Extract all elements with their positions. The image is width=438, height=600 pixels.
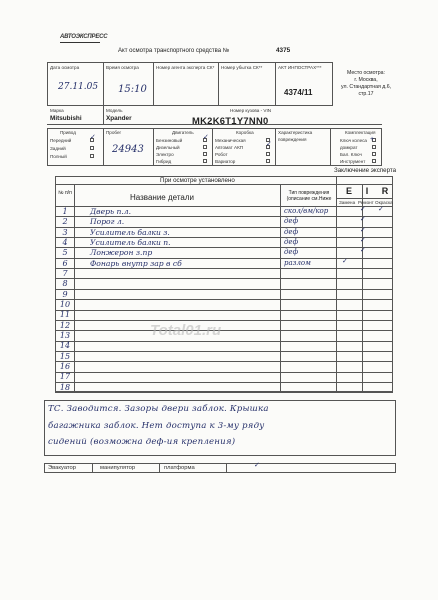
drive-rear-checkbox[interactable] — [90, 146, 94, 150]
row-number: 10 — [59, 299, 71, 309]
drive-front-tick-icon: ✓ — [90, 134, 96, 141]
row-part-name: Дверь п.л. — [90, 206, 132, 216]
inspector-label: Номер агента эксперта СК* — [156, 65, 215, 70]
inspection-date-label: Дата осмотра — [50, 65, 80, 70]
completeness-balloon-key-checkbox[interactable] — [372, 152, 376, 156]
row-damage-type: скол/вм/кор — [284, 206, 329, 215]
row-number: 12 — [59, 320, 71, 330]
platform-tick-icon: ✓ — [254, 462, 260, 469]
row-i-tick-icon: ✓ — [360, 206, 366, 213]
row-number: 4 — [62, 237, 68, 247]
watermark: Total01.ru — [150, 322, 222, 339]
vin-value: MK2K6T1Y7NN0 — [192, 115, 269, 126]
row-i-tick-icon: ✓ — [360, 237, 366, 245]
row-number: 5 — [62, 248, 68, 258]
inspection-form-page: АВТОЭКСПРЕСС Акт осмотра транспортного средства № 4375 Дата осмотра Время осмотра Номер агента эксперта СК* Номер убытка СК** АКТ ИНПОСТРАХ*** 27.11.05 15:10 4374/11 Место осмотра: г. Москва, ул. Стандартная д.6, стр.17 Марка Mitsubishi Модель Xpander Номер кузова - VIN MK2K6T1Y7NN0 Привод Передний Задний Полный ✓ Пробег 24943 Двигатель Бензиновый Дизельный Электро Гибрид ✓ Коробка Механическая Автомат АКП Робот Вариатор ✓ Характеристика повреждения Комплектация Ключ колеса домкрат Бал. Ключ Инструмент + При осмотре установлено Заключение эксперта № п/п Название детали Тип повреждения (описание см.Ниже E I R Замена Ремонт Окраска 1 Дверь п.л. скол/вм/кор ✓ ✓ 2 Порог л. деф ✓ 3 Усилитель балки з. деф ✓ 4 Усилитель балки п. деф ✓ 5 Лонжерон з.пр деф ✓ 6 Фонарь внутр зар в сб разлом ✓ 7 8 9 10 11 12 13 14 15 16 17 18 Total01.ru ТС. Заводится. Зазоры двери заблок. Крышка багажника заблок. Нет доступа к 3-му ряду сидений (возможна деф-ия крепления) Эвакуатор манипулятор платформа ✓ — [0, 0, 438, 600]
inspection-place: Место осмотра: г. Москва, ул. Стандартная д.6, стр.17 — [340, 70, 392, 98]
col-r-header: R — [381, 186, 389, 196]
row-damage-type: деф — [284, 217, 299, 226]
row-number: 1 — [62, 206, 68, 216]
col-damage-header: Тип повреждения (описание см.Ниже — [286, 190, 332, 202]
row-damage-type: разлом — [284, 258, 311, 267]
engine-petrol-tick-icon: ✓ — [203, 134, 209, 141]
row-number: 3 — [62, 227, 68, 237]
model-label: Модель — [106, 108, 123, 113]
row-number: 13 — [59, 331, 71, 340]
completeness-wrench-tick-icon: + — [370, 136, 375, 143]
completeness-jack-checkbox[interactable] — [372, 145, 376, 149]
col-i-header: I — [365, 186, 369, 196]
col-name-header: Название детали — [130, 193, 194, 202]
row-number: 16 — [59, 362, 71, 372]
loss-number-label: Номер убытка СК** — [221, 65, 263, 70]
table-section-title: При осмотре установлено — [160, 177, 235, 184]
engine-label: Двигатель — [172, 130, 194, 135]
row-number: 11 — [59, 310, 71, 320]
vin-label: Номер кузова - VIN — [230, 108, 272, 113]
completeness-label: Комплектация — [345, 130, 376, 135]
evacuation-box — [44, 463, 396, 473]
notes-line-2: багажника заблок. Нет доступа к 3-му ряду — [48, 421, 265, 431]
ais-value: 4374/11 — [284, 88, 313, 97]
row-part-name: Усилитель балки з. — [90, 227, 170, 237]
act-number: 4375 — [276, 47, 291, 54]
drive-label: Привод — [60, 130, 76, 135]
gearbox-robot-checkbox[interactable] — [266, 152, 270, 156]
gearbox-label: Коробка — [236, 130, 254, 135]
make-label: Марка — [50, 108, 64, 113]
row-damage-type: деф — [284, 237, 299, 246]
row-number: 14 — [59, 341, 71, 351]
row-damage-type: деф — [284, 248, 299, 257]
row-number: 7 — [62, 268, 68, 278]
drive-full-checkbox[interactable] — [90, 154, 94, 158]
mileage-value: 24943 — [112, 144, 144, 155]
gearbox-auto-tick-icon: ✓ — [266, 141, 272, 148]
notes-line-1: ТС. Заводится. Зазоры двери заблок. Крышка — [48, 404, 269, 414]
row-number: 2 — [62, 217, 68, 227]
row-part-name: Лонжерон з.пр — [90, 248, 153, 258]
engine-hybrid-checkbox[interactable] — [203, 159, 207, 163]
row-i-tick-icon: ✓ — [360, 216, 366, 224]
platform-label: платформа — [164, 465, 195, 471]
row-part-name: Порог л. — [90, 217, 125, 227]
ais-label: АКТ ИНПОСТРАХ*** — [278, 65, 322, 70]
row-e-tick-icon: ✓ — [342, 257, 348, 265]
row-number: 6 — [62, 258, 68, 268]
manipulator-label: манипулятор — [100, 465, 136, 471]
row-number: 17 — [59, 372, 71, 382]
row-number: 8 — [62, 279, 68, 289]
row-number: 18 — [59, 382, 71, 392]
inspection-time-label: Время осмотра — [106, 65, 139, 70]
completeness-tools-checkbox[interactable] — [372, 159, 376, 163]
company-logo: АВТОЭКСПРЕСС — [60, 30, 102, 46]
engine-diesel-checkbox[interactable] — [203, 145, 207, 149]
row-r-tick-icon: ✓ — [378, 206, 384, 213]
form-title: Акт осмотра транспортного средства № — [118, 48, 230, 54]
expert-section-title: Заключение эксперта — [334, 167, 397, 174]
evacuation-label: Эвакуатор — [48, 465, 76, 471]
row-number: 9 — [62, 289, 68, 299]
col-e-header: E — [345, 186, 352, 196]
mileage-label: Пробег — [106, 130, 122, 135]
gearbox-cvt-checkbox[interactable] — [266, 159, 270, 163]
notes-line-3: сидений (возможна деф-ия крепления) — [48, 437, 236, 447]
row-number: 15 — [59, 351, 71, 361]
col-number-header: № п/п — [58, 190, 72, 196]
inspection-time-value: 15:10 — [118, 84, 147, 95]
row-damage-type: деф — [284, 227, 299, 236]
row-i-tick-icon: ✓ — [360, 247, 366, 255]
row-part-name: Усилитель балки п. — [90, 237, 171, 247]
model-value: Xpander — [106, 115, 132, 122]
inspection-date-value: 27.11.05 — [58, 82, 99, 92]
row-i-tick-icon: ✓ — [360, 226, 366, 234]
make-value: Mitsubishi — [50, 115, 82, 122]
row-part-name: Фонарь внутр зар в сб — [90, 258, 182, 268]
damage-char-label: Характеристика — [278, 130, 313, 135]
engine-electric-checkbox[interactable] — [203, 152, 207, 156]
